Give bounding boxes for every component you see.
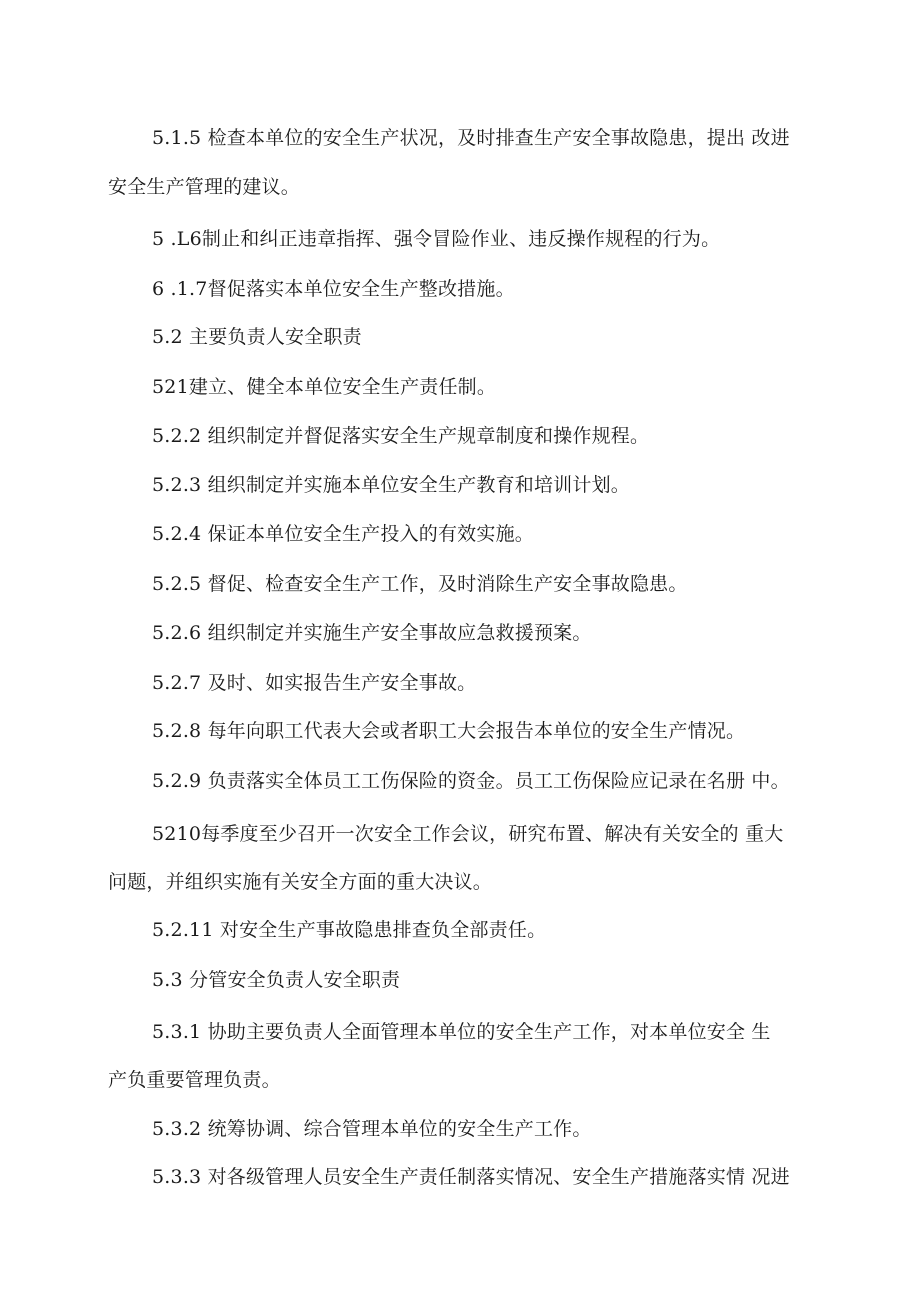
paragraph-5-3-2: 5.3.2 统筹协调、综合管理本单位的安全生产工作。 bbox=[152, 1118, 592, 1140]
paragraph-5-2-10-continued: 问题，并组织实施有关安全方面的重大决议。 bbox=[108, 871, 493, 893]
paragraph-5-1-5: 5.1.5 检查本单位的安全生产状况，及时排查生产安全事故隐患，提出 改进 bbox=[152, 127, 790, 149]
paragraph-5-2-11: 5.2.11 对安全生产事故隐患排查负全部责任。 bbox=[152, 919, 547, 941]
paragraph-5-1-6: 5 .L6制止和纠正违章指挥、强令冒险作业、违反操作规程的行为。 bbox=[152, 228, 721, 250]
paragraph-5-3-1-continued: 产负重要管理负责。 bbox=[108, 1069, 281, 1091]
section-heading-5-3: 5.3 分管安全负责人安全职责 bbox=[152, 969, 401, 991]
section-heading-5-2: 5.2 主要负责人安全职责 bbox=[152, 326, 362, 348]
paragraph-5-2-10: 5210每季度至少召开一次安全工作会议，研究布置、解决有关安全的 重大 bbox=[152, 823, 784, 845]
paragraph-5-2-9: 5.2.9 负责落实全体员工工伤保险的资金。员工工伤保险应记录在名册 中。 bbox=[152, 770, 790, 792]
paragraph-5-2-6: 5.2.6 组织制定并实施生产安全事故应急救援预案。 bbox=[152, 622, 592, 644]
paragraph-5-2-4: 5.2.4 保证本单位安全生产投入的有效实施。 bbox=[152, 523, 534, 545]
paragraph-5-2-8: 5.2.8 每年向职工代表大会或者职工大会报告本单位的安全生产情况。 bbox=[152, 720, 746, 742]
paragraph-5-2-7: 5.2.7 及时、如实报告生产安全事故。 bbox=[152, 672, 477, 694]
paragraph-5-1-7: 6 .1.7督促落实本单位安全生产整改措施。 bbox=[152, 278, 515, 300]
paragraph-5-3-3: 5.3.3 对各级管理人员安全生产责任制落实情况、安全生产措施落实情 况进 bbox=[152, 1166, 790, 1188]
paragraph-5-2-1: 521建立、健全本单位安全生产责任制。 bbox=[152, 376, 497, 398]
paragraph-5-2-5: 5.2.5 督促、检查安全生产工作，及时消除生产安全事故隐患。 bbox=[152, 573, 688, 595]
paragraph-5-2-2: 5.2.2 组织制定并督促落实安全生产规章制度和操作规程。 bbox=[152, 425, 650, 447]
paragraph-5-2-3: 5.2.3 组织制定并实施本单位安全生产教育和培训计划。 bbox=[152, 474, 630, 496]
paragraph-5-3-1: 5.3.1 协助主要负责人全面管理本单位的安全生产工作，对本单位安全 生 bbox=[152, 1021, 771, 1043]
paragraph-5-1-5-continued: 安全生产管理的建议。 bbox=[108, 176, 301, 198]
